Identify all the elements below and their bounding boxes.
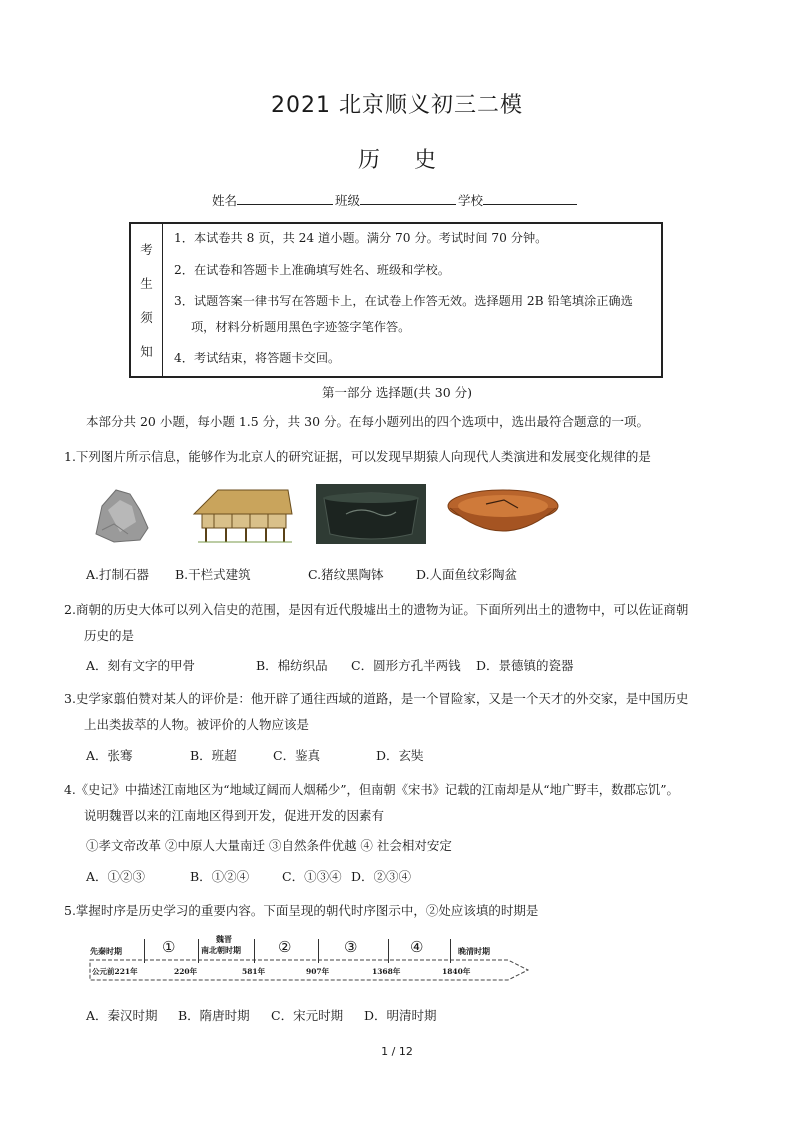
q1-option-d: D.人面鱼纹彩陶盆 (416, 567, 518, 582)
q4-option-d: D．②③④ (351, 869, 412, 884)
q1-stem: 1.下列图片所示信息，能够作为北京人的研究证据，可以发现早期猿人向现代人类演进和发展变化规律的是 (64, 449, 651, 464)
timeline-period: ② (278, 938, 292, 956)
q5-option-a: A．秦汉时期 (86, 1008, 158, 1023)
q3-option-a: A．张骞 (86, 748, 133, 763)
timeline-period: 晚清时期 (458, 946, 490, 956)
timeline-period: ④ (410, 938, 424, 956)
part1-title: 第一部分 选择题(共 30 分) (321, 385, 473, 400)
notice-heading-char: 须 (140, 310, 153, 325)
q3-stem: 3.史学家翦伯赞对某人的评价是：他开辟了通往西域的道路，是一个冒险家，又是一个天才的外交家，是中国历史 (64, 691, 689, 706)
timeline-tick (450, 939, 451, 963)
notice-heading (131, 224, 163, 376)
q1-option-a: A.打制石器 (86, 567, 150, 582)
timeline-tick (144, 939, 145, 963)
school-blank (483, 192, 577, 205)
q4-factors: ①孝文帝改革 ②中原人大量南迁 ③自然条件优越 ④ 社会相对安定 (86, 838, 452, 853)
q5-option-d: D．明清时期 (364, 1008, 437, 1023)
timeline-tick (388, 939, 389, 963)
student-info-line (212, 191, 579, 209)
timeline-tick (254, 939, 255, 963)
notice-item: 1．本试卷共 8 页，共 24 道小题。满分 70 分。考试时间 70 分钟。 (174, 231, 548, 245)
q4-option-c: C．①③④ (282, 869, 342, 884)
page-number: 1 / 12 (381, 1045, 413, 1058)
q3-option-c: C．鉴真 (273, 748, 321, 763)
q2-option-c: C．圆形方孔半两钱 (351, 658, 461, 673)
stilt-house-image (188, 484, 296, 544)
school-label: 学校 (458, 193, 484, 208)
timeline-period: 南北朝时期 (201, 945, 241, 955)
notice-heading-char: 知 (140, 344, 153, 359)
notice-item: 3．试题答案一律书写在答题卡上，在试卷上作答无效。选择题用 2B 铅笔填涂正确选 (174, 294, 633, 308)
q4-stem: 4.《史记》中描述江南地区为“地域辽阔而人烟稀少”，但南朝《宋书》记载的江南却是从“地广野丰，数郡忘饥”。 (64, 783, 679, 797)
q2-stem-cont: 历史的是 (84, 628, 135, 643)
q4-stem-cont: 说明魏晋以来的江南地区得到开发，促进开发的因素有 (84, 808, 385, 823)
q2-stem: 2.商朝的历史大体可以列入信史的范围，是因有近代殷墟出土的遗物为证。下面所列出土的遗物中，可以佐证商朝 (64, 602, 689, 617)
notice-item: 项，材料分析题用黑色字迹签字笔作答。 (191, 320, 411, 334)
name-blank (237, 192, 333, 205)
exam-title: 2021 北京顺义初三二模 (271, 93, 523, 118)
timeline-date: 1368年 (372, 967, 401, 976)
dynasty-timeline (88, 934, 530, 984)
timeline-date: 581年 (242, 967, 266, 976)
timeline-period: ③ (344, 938, 358, 956)
timeline-date: 1840年 (442, 967, 471, 976)
stone-tool-image (90, 484, 154, 544)
class-label: 班级 (335, 193, 361, 208)
class-blank (360, 192, 456, 205)
notice-heading-char: 考 (140, 242, 153, 257)
q4-option-b: B．①②④ (190, 869, 250, 884)
q2-option-b: B．棉纺织品 (256, 658, 328, 673)
timeline-date: 907年 (306, 967, 330, 976)
q2-option-a: A．刻有文字的甲骨 (86, 658, 196, 673)
timeline-date: 220年 (174, 967, 198, 976)
timeline-date: 公元前221年 (92, 967, 138, 976)
exam-notice-box (129, 222, 663, 378)
timeline-tick (318, 939, 319, 963)
timeline-period: ① (162, 938, 176, 956)
notice-item: 2．在试卷和答题卡上准确填写姓名、班级和学校。 (174, 263, 450, 277)
q5-stem: 5.掌握时序是历史学习的重要内容。下面呈现的朝代时序图示中，②处应该填的时期是 (64, 903, 539, 918)
part1-intro: 本部分共 20 小题，每小题 1.5 分，共 30 分。在每小题列出的四个选项中，选出最符合题意的一项。 (86, 414, 650, 429)
q3-option-d: D．玄奘 (376, 748, 424, 763)
q2-option-d: D．景德镇的瓷器 (476, 658, 574, 673)
notice-heading-char: 生 (140, 276, 153, 291)
q4-option-a: A．①②③ (86, 869, 146, 884)
q1-option-c: C.猪纹黑陶钵 (308, 567, 384, 582)
q5-option-b: B．隋唐时期 (178, 1008, 250, 1023)
subject-title: 历史 (357, 148, 470, 173)
q3-option-b: B．班超 (190, 748, 237, 763)
q3-stem-cont: 上出类拔萃的人物。被评价的人物应该是 (84, 717, 310, 732)
timeline-tick (198, 939, 199, 963)
name-label: 姓名 (212, 193, 238, 208)
black-pottery-bowl-image (316, 484, 426, 544)
painted-pottery-basin-image (446, 484, 560, 544)
q5-option-c: C．宋元时期 (271, 1008, 344, 1023)
timeline-period: 先秦时期 (90, 946, 122, 956)
notice-item: 4．考试结束，将答题卡交回。 (174, 351, 341, 365)
timeline-period: 魏晋 (216, 934, 232, 944)
q1-option-b: B.干栏式建筑 (175, 567, 251, 582)
